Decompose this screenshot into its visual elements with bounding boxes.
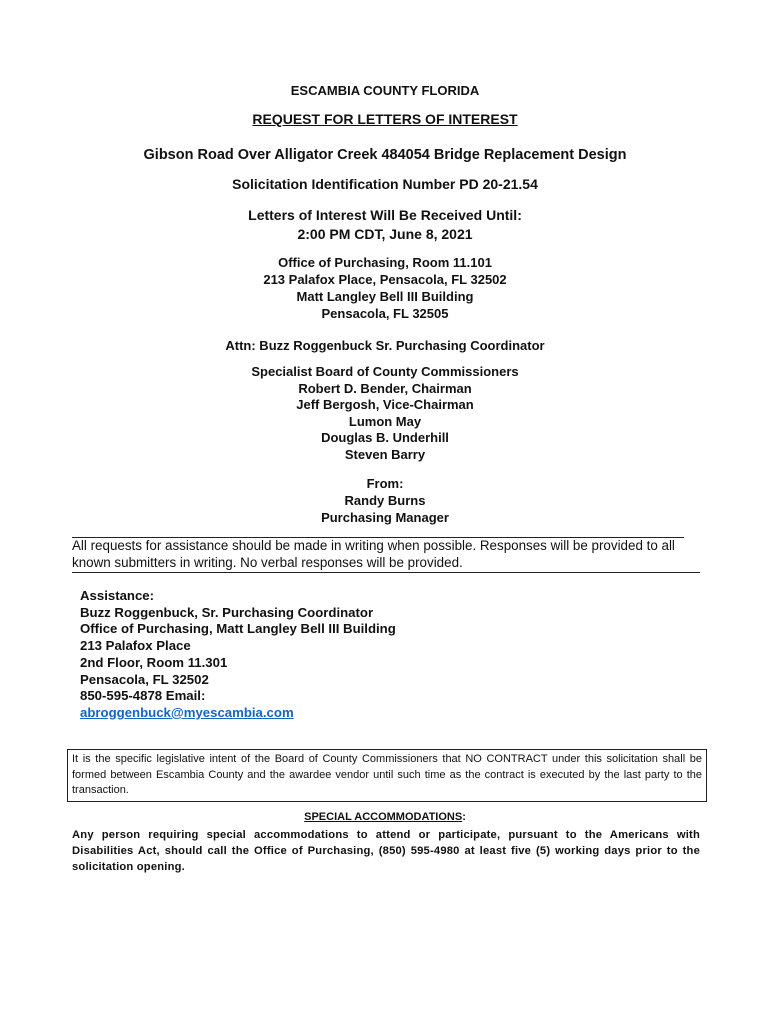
assistance-address: 2nd Floor, Room 11.301 — [80, 654, 228, 670]
assistance-city: Pensacola, FL 32502 — [80, 671, 209, 687]
assistance-phone: 850-595-4878 Email: — [80, 688, 206, 704]
board-member: Lumon May — [348, 413, 422, 429]
board-member: Jeff Bergosh, Vice-Chairman — [296, 397, 474, 413]
from-name: Randy Burns — [344, 493, 426, 508]
office-line: Office of Purchasing, Room 11.101 — [278, 255, 492, 270]
assistance-label: Assistance: — [80, 588, 155, 603]
email-link[interactable]: abroggenbuck@myescambia.com — [80, 704, 294, 720]
from-label: From: — [366, 476, 404, 491]
document-type-heading: REQUEST FOR LETTERS OF INTEREST — [252, 111, 518, 127]
deadline-block — [0, 206, 770, 244]
deadline-datetime: 2:00 PM CDT, June 8, 2021 — [297, 226, 473, 242]
attn-line: Attn: Buzz Roggenbuck Sr. Purchasing Coordinator — [225, 338, 545, 353]
board-title: Specialist Board of County Commissioners — [251, 364, 519, 379]
assistance-contact-name: Buzz Roggenbuck, Sr. Purchasing Coordinator — [80, 604, 374, 620]
special-accommodations-colon: : — [462, 811, 466, 823]
solicitation-number: Solicitation Identification Number PD 20-21.54 — [232, 176, 538, 192]
board-member: Robert D. Bender, Chairman — [298, 380, 472, 396]
divider — [72, 572, 700, 573]
requests-note: All requests for assistance should be made in writing when possible. Responses will be provided to all known submitters in writing. No verbal responses will be provided. — [72, 538, 675, 570]
from-block — [0, 475, 770, 526]
board-member: Douglas B. Underhill — [321, 430, 449, 446]
office-line: Pensacola, FL 32505 — [321, 306, 449, 321]
board-block — [0, 364, 770, 464]
deadline-label: Letters of Interest Will Be Received Until: — [248, 207, 522, 223]
assistance-block — [80, 588, 396, 722]
special-accommodations-text: Any person requiring special accommodations to attend or participate, pursuant to the Americans with Disabilities Act, should call the Office of Purchasing, (850) 595-4980 at least five (5) working days prior to the solicitation opening. — [72, 829, 700, 873]
special-accommodations-title: SPECIAL ACCOMMODATIONS — [304, 811, 463, 823]
office-line: 213 Palafox Place, Pensacola, FL 32502 — [263, 272, 507, 287]
assistance-office: Office of Purchasing, Matt Langley Bell III Building — [80, 621, 396, 637]
board-member: Steven Barry — [344, 446, 426, 462]
special-accommodations-heading — [0, 811, 770, 823]
office-address-block — [0, 254, 770, 322]
from-title: Purchasing Manager — [321, 510, 449, 525]
county-heading: ESCAMBIA COUNTY FLORIDA — [290, 83, 480, 98]
assistance-address: 213 Palafox Place — [80, 638, 191, 654]
legislative-intent-box: It is the specific legislative intent of the Board of County Commissioners that NO CONTRACT under this solicitation shall be formed between Escambia County and the awardee vendor until such time as the contract is executed by the last party to the transaction. — [67, 749, 707, 802]
office-line: Matt Langley Bell III Building — [296, 289, 474, 304]
project-title: Gibson Road Over Alligator Creek 484054 Bridge Replacement Design — [143, 147, 627, 163]
